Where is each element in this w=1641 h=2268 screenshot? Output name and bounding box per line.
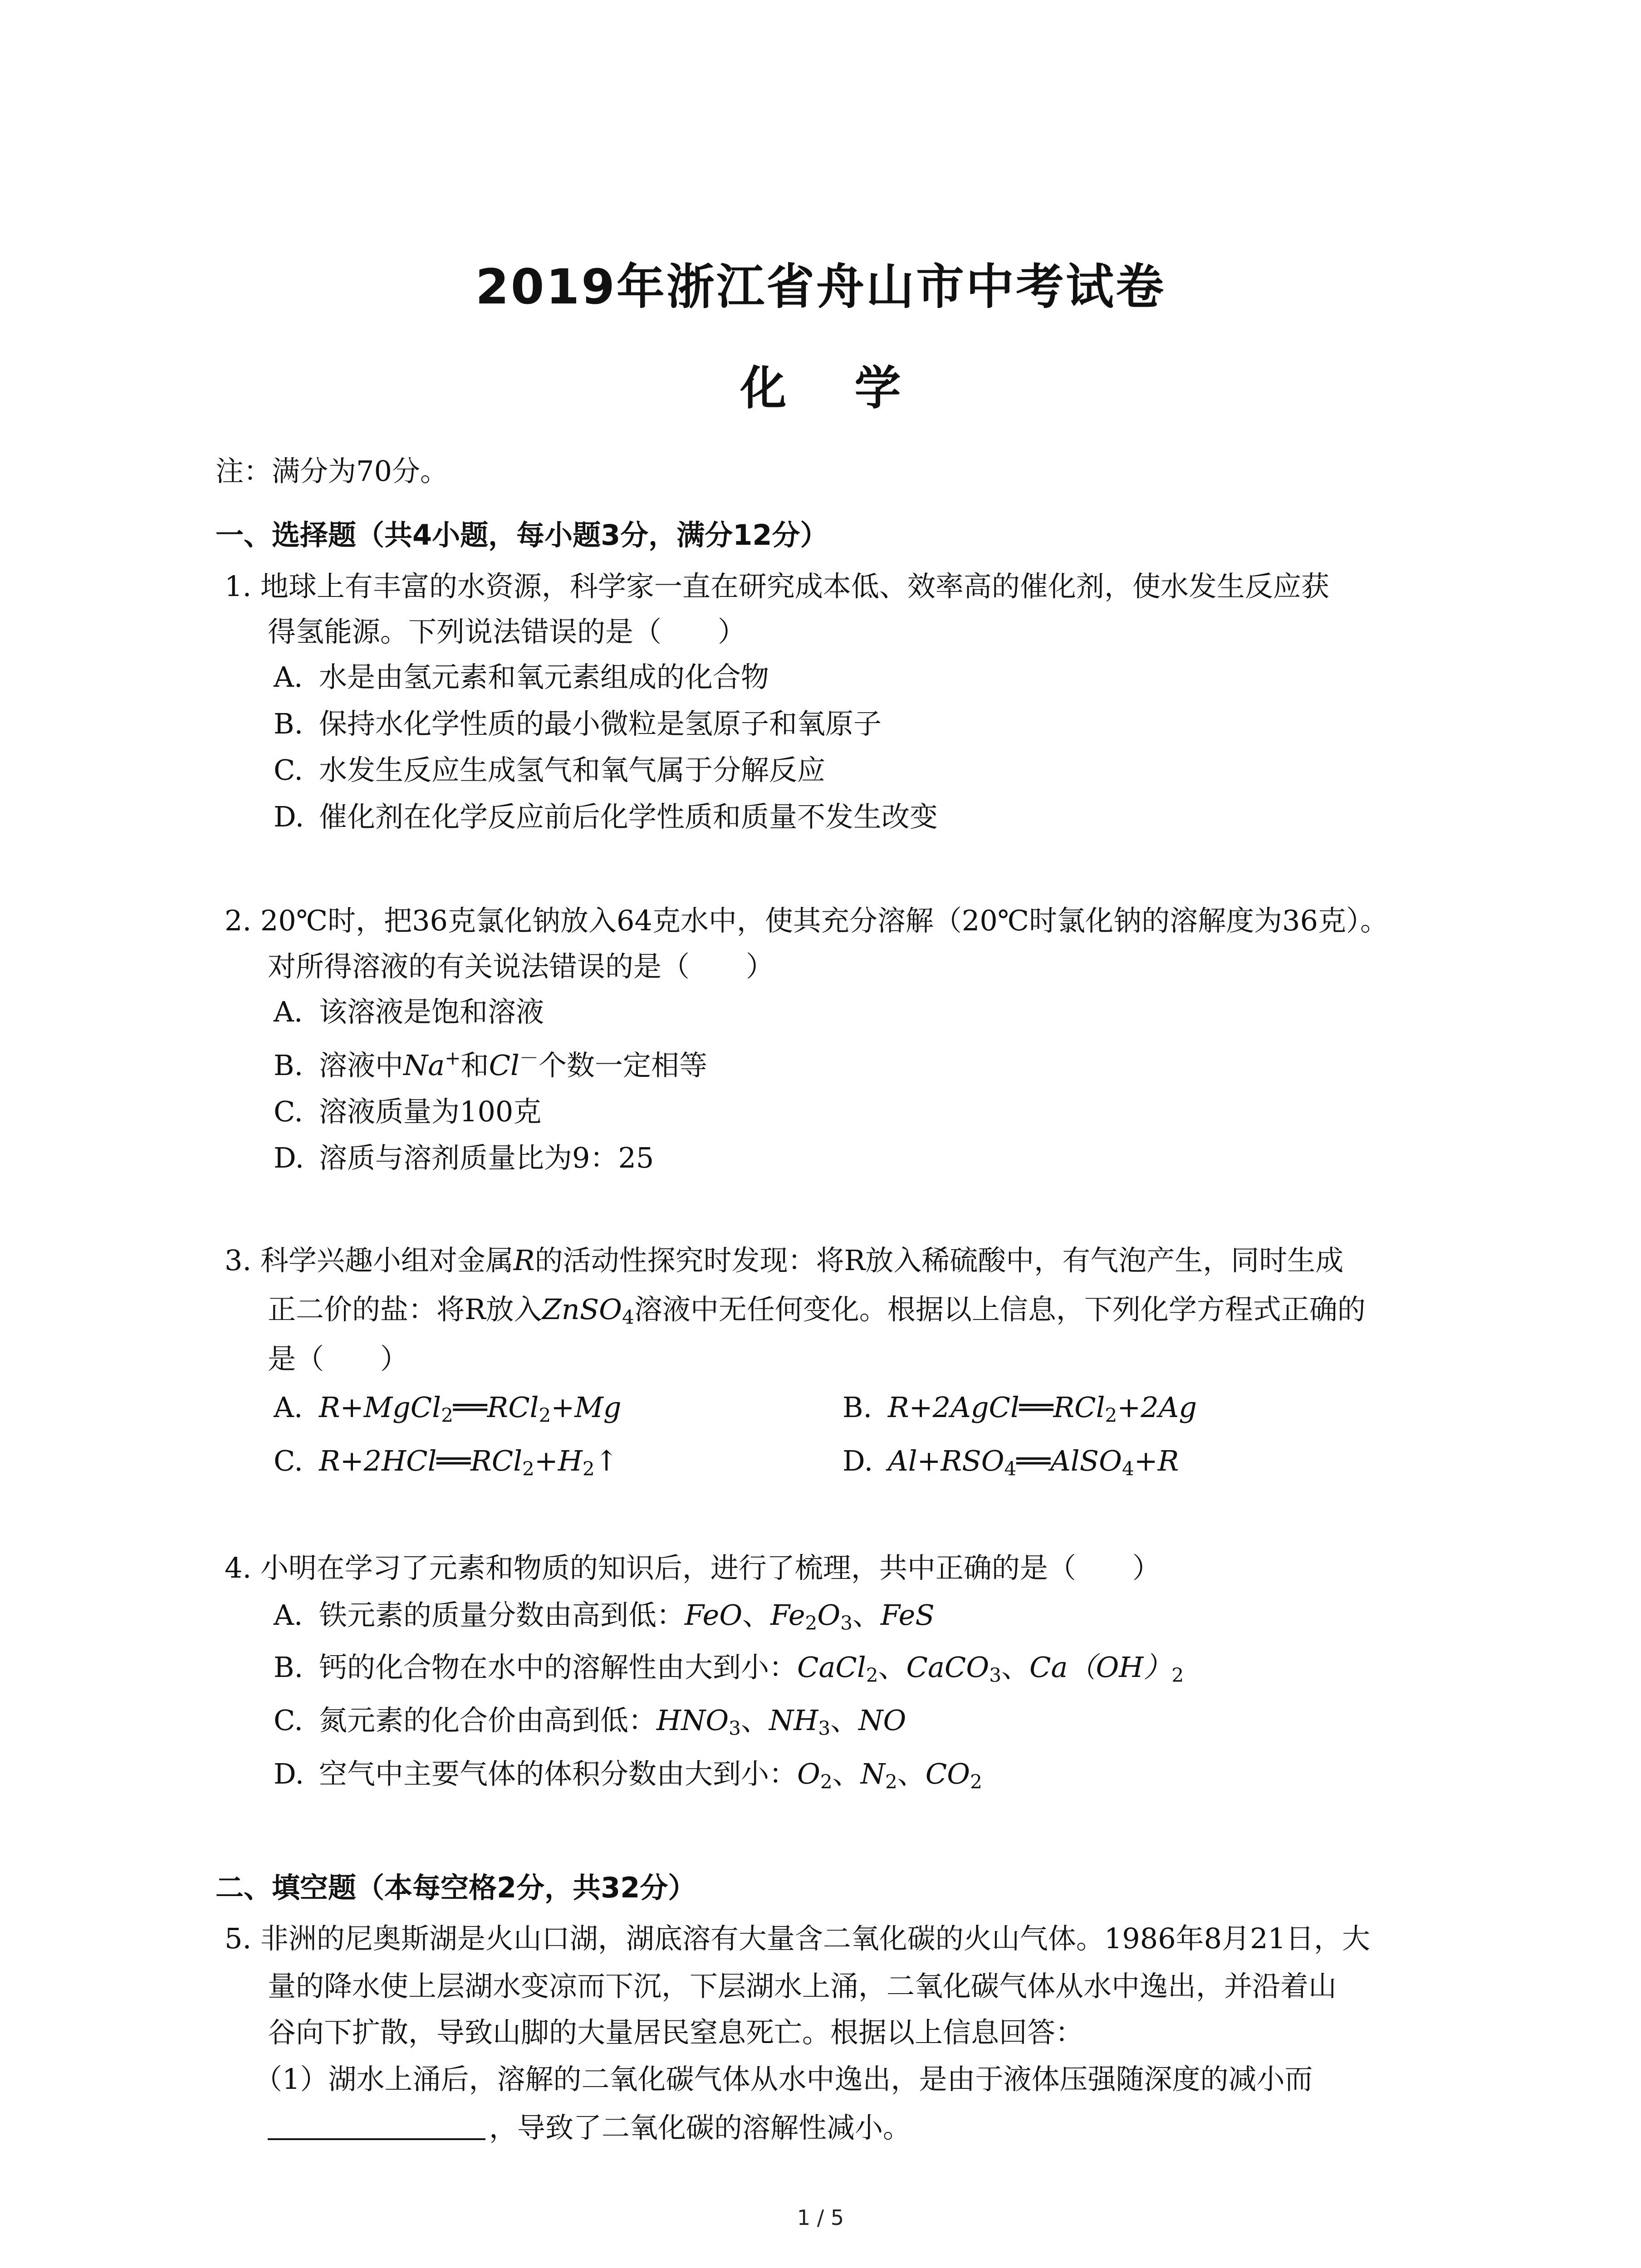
option-label: B. xyxy=(274,707,304,740)
option-text: 钙的化合物在水中的溶解性由大到小： xyxy=(319,1651,798,1684)
question-2-option-c xyxy=(274,1095,542,1128)
subscript: 3 xyxy=(729,1717,741,1740)
formula: CO xyxy=(925,1757,970,1790)
option-label: D. xyxy=(843,1444,873,1477)
formula: HNO xyxy=(656,1704,729,1737)
separator: 、 xyxy=(742,1598,771,1632)
arrow-symbol: ↑ xyxy=(594,1444,618,1477)
subscript: 4 xyxy=(622,1306,634,1329)
option-text: 氮元素的化合价由高到低： xyxy=(319,1704,657,1737)
formula: NO xyxy=(858,1704,906,1737)
option-label: B. xyxy=(843,1391,872,1424)
formula: FeO xyxy=(685,1598,743,1632)
separator: 、 xyxy=(832,1757,861,1790)
stem-text: 3. 科学兴趣小组对金属 xyxy=(225,1244,514,1277)
subscript: 2 xyxy=(539,1404,551,1427)
question-1-option-d xyxy=(274,800,938,833)
subscript: 2 xyxy=(582,1457,595,1480)
score-note: 注：满分为70分。 xyxy=(216,455,448,488)
subscript: 2 xyxy=(866,1664,878,1686)
option-label: B. xyxy=(274,1651,304,1684)
subscript: 2 xyxy=(970,1770,982,1793)
option-label: A. xyxy=(274,1598,303,1632)
question-2-option-a xyxy=(274,995,544,1028)
option-label: D. xyxy=(274,800,304,833)
subscript: 2 xyxy=(820,1770,833,1793)
option-label: A. xyxy=(274,660,303,694)
question-1-option-a xyxy=(274,660,769,694)
formula: ══AlSO xyxy=(1016,1444,1122,1477)
subscript: 4 xyxy=(1122,1457,1134,1480)
question-2-option-d xyxy=(274,1141,654,1174)
page-indicator: 1 / 5 xyxy=(797,2205,844,2230)
subscript: 2 xyxy=(522,1457,534,1480)
question-3-option-d xyxy=(843,1444,1179,1480)
option-label: C. xyxy=(274,1704,303,1737)
formula: FeS xyxy=(881,1598,935,1632)
question-3-option-b xyxy=(843,1393,1197,1425)
formula: R+MgCl xyxy=(319,1391,441,1424)
option-text: 水是由氢元素和氧元素组成的化合物 xyxy=(319,660,769,694)
formula: +2Ag xyxy=(1117,1391,1197,1424)
subscript: 2 xyxy=(1105,1404,1117,1427)
option-text: 水发生反应生成氢气和氧气属于分解反应 xyxy=(319,753,826,787)
formula: +Mg xyxy=(551,1391,622,1424)
separator: 、 xyxy=(1001,1651,1030,1684)
section-2-heading: 二、填空题（本每空格2分，共32分） xyxy=(216,1871,696,1904)
stem-text: 溶液中无任何变化。根据以上信息，下列化学方程式正确的 xyxy=(634,1293,1366,1326)
formula: +R xyxy=(1134,1444,1179,1477)
option-text: 溶质与溶剂质量比为9：25 xyxy=(319,1141,654,1174)
question-3-stem-line-1 xyxy=(225,1246,1343,1275)
formula: N xyxy=(860,1757,885,1790)
subscript: 3 xyxy=(818,1717,831,1740)
question-4-stem-line-1: 4. 小明在学习了元素和物质的知识后，进行了梳理，共中正确的是（ ） xyxy=(225,1551,1161,1584)
option-label: C. xyxy=(274,1444,303,1477)
formula: ══RCl xyxy=(453,1391,539,1424)
question-1-option-b xyxy=(274,707,882,740)
question-5-sub-1-line-2 xyxy=(268,2111,911,2144)
stem-text: ，导致了二氧化碳的溶解性减小。 xyxy=(489,2111,911,2144)
charge: + xyxy=(445,1047,461,1069)
answer-blank[interactable] xyxy=(268,2116,485,2140)
formula: ZnSO xyxy=(542,1293,622,1326)
question-3-stem-line-3: 是（ ） xyxy=(268,1342,409,1375)
option-text: 个数一定相等 xyxy=(539,1049,708,1082)
question-5-sub-1-line-1: （1）湖水上涌后，溶解的二氧化碳气体从水中逸出，是由于液体压强随深度的减小而 xyxy=(254,2063,1313,2096)
stem-text: 的活动性探究时发现：将R放入稀硫酸中，有气泡产生，同时生成 xyxy=(534,1244,1344,1277)
subscript: 2 xyxy=(805,1612,818,1634)
option-label: B. xyxy=(274,1049,304,1082)
subscript: 2 xyxy=(441,1404,453,1427)
question-1-stem-line-2: 得氢能源。下列说法错误的是（ ） xyxy=(268,615,746,648)
question-4-option-c xyxy=(274,1706,906,1738)
formula: O xyxy=(817,1598,841,1632)
separator: 、 xyxy=(830,1704,859,1737)
option-text: 保持水化学性质的最小微粒是氢原子和氧原子 xyxy=(319,707,882,740)
option-text: 该溶液是饱和溶液 xyxy=(319,995,544,1028)
formula: R+2HCl══RCl xyxy=(319,1444,523,1477)
question-2-stem-line-2: 对所得溶液的有关说法错误的是（ ） xyxy=(268,950,774,983)
formula: Fe xyxy=(770,1598,805,1632)
option-label: C. xyxy=(274,1095,303,1128)
option-text: 催化剂在化学反应前后化学性质和质量不发生改变 xyxy=(319,800,938,833)
option-label: A. xyxy=(274,1391,303,1424)
formula: Al+RSO xyxy=(888,1444,1004,1477)
stem-text: 正二价的盐：将R放入 xyxy=(268,1293,542,1326)
question-3-option-c xyxy=(274,1444,618,1480)
formula: O xyxy=(797,1757,820,1790)
formula: CaCl xyxy=(797,1651,866,1684)
subscript: 3 xyxy=(989,1664,1002,1686)
exam-title: 2019年浙江省舟山市中考试卷 xyxy=(475,259,1166,315)
option-text: 溶液质量为100克 xyxy=(319,1095,542,1128)
question-4-option-d xyxy=(274,1757,982,1793)
option-label: A. xyxy=(274,995,303,1028)
formula: CaCO xyxy=(906,1651,989,1684)
formula: R xyxy=(513,1244,535,1277)
option-label: C. xyxy=(274,753,303,787)
question-2-stem-line-1: 2. 20℃时，把36克氯化钠放入64克水中，使其充分溶解（20℃时氯化钠的溶解度为36克）。 xyxy=(225,904,1389,937)
formula: Na xyxy=(403,1049,445,1082)
formula: NH xyxy=(769,1704,818,1737)
question-2-option-b xyxy=(274,1049,707,1080)
separator: 、 xyxy=(852,1598,881,1632)
subscript: 3 xyxy=(840,1612,853,1634)
option-label: D. xyxy=(274,1757,304,1790)
subscript: 4 xyxy=(1004,1457,1017,1480)
section-1-heading: 一、选择题（共4小题，每小题3分，满分12分） xyxy=(216,518,828,552)
question-4-option-b xyxy=(274,1653,1184,1685)
question-3-stem-line-2 xyxy=(268,1295,1366,1327)
question-5-stem-line-3: 谷向下扩散，导致山脚的大量居民窒息死亡。根据以上信息回答： xyxy=(268,2016,1084,2049)
question-5-stem-line-2: 量的降水使上层湖水变凉而下沉，下层湖水上涌，二氧化碳气体从水中逸出，并沿着山 xyxy=(268,1970,1337,2003)
option-text: 溶液中 xyxy=(319,1049,404,1082)
subject-title: 化学 xyxy=(740,362,969,415)
option-label: D. xyxy=(274,1141,304,1174)
option-text: 空气中主要气体的体积分数由大到小： xyxy=(319,1757,798,1790)
option-text: 铁元素的质量分数由高到低： xyxy=(319,1598,685,1632)
formula: Cl xyxy=(489,1049,519,1082)
question-1-stem-line-1: 1. 地球上有丰富的水资源，科学家一直在研究成本低、效率高的催化剂，使水发生反应获 xyxy=(225,570,1329,603)
formula: R+2AgCl══RCl xyxy=(888,1391,1105,1424)
option-text: 和 xyxy=(460,1049,489,1082)
question-5-stem-line-1: 5. 非洲的尼奥斯湖是火山口湖，湖底溶有大量含二氧化碳的火山气体。1986年8月21日，大 xyxy=(225,1922,1370,1955)
separator: 、 xyxy=(897,1757,926,1790)
question-4-option-a xyxy=(274,1598,935,1634)
question-3-option-a xyxy=(274,1393,621,1425)
separator: 、 xyxy=(741,1704,769,1737)
question-1-option-c xyxy=(274,753,826,787)
separator: 、 xyxy=(878,1651,906,1684)
formula: Ca（OH） xyxy=(1029,1651,1172,1684)
subscript: 2 xyxy=(1171,1664,1184,1686)
formula: +H xyxy=(534,1444,583,1477)
subscript: 2 xyxy=(885,1770,897,1793)
charge: － xyxy=(519,1047,539,1069)
